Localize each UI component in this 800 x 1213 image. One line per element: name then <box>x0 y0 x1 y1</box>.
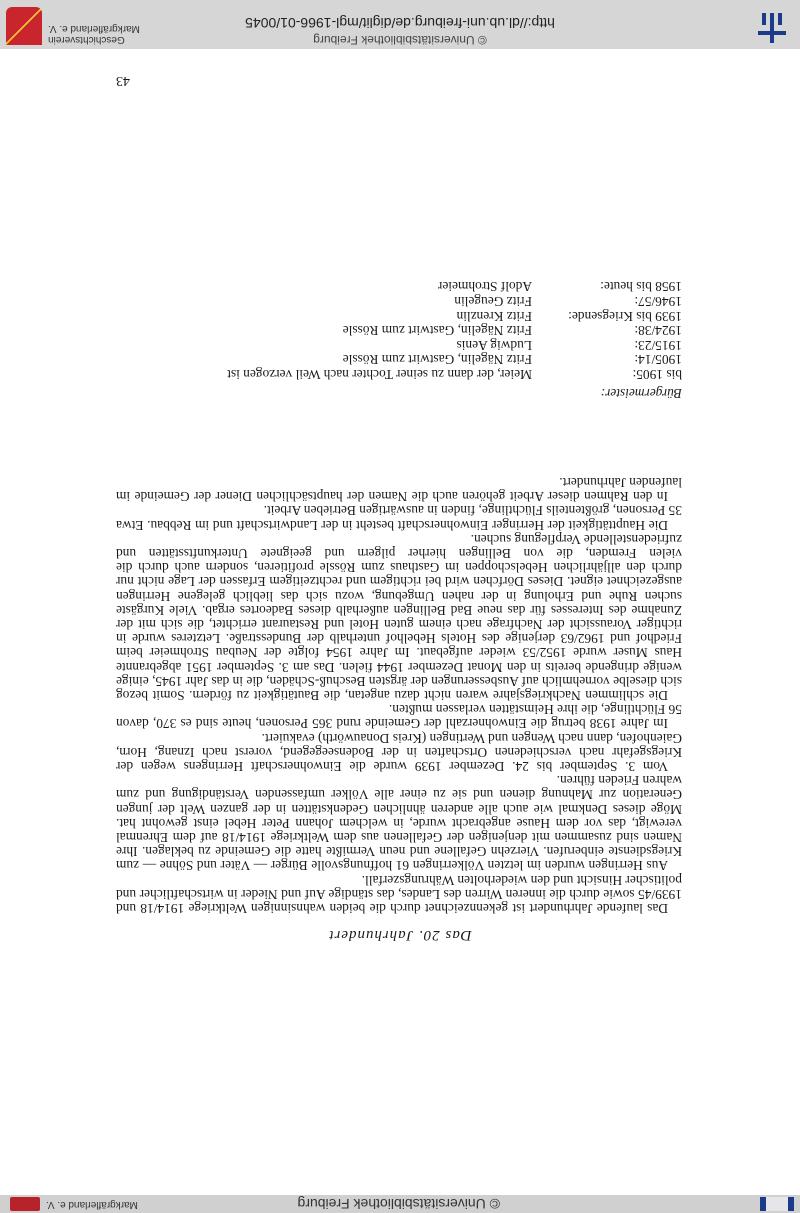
mayor-row <box>116 337 682 352</box>
paragraph: Die schlimmen Nachkriegsjahre waren nicht dazu angetan, die Bautätigkeit zu fördern. Somit bezog sich dieselbe vornehmlich auf Ausbesserungen der ärgsten Beschuß-Schäden, die in das Jahr 1945, einige wenige dringende bereits in den Monat Dezember 1944 fielen. Das am 3. September 1951 abgebrannte Haus Muser wurde 1952/53 wieder aufgebaut. Im Jahre 1954 folgte der Neubau Strohmeier beim Friedhof und 1962/63 derjenige des Hotels Hebelhof unterhalb der Bundesstraße. Letzteres wurde in richtiger Voraussicht der Nachfrage nach einem guten Hotel und Restaurant errichtet, die sich mit der Zunahme des Interesses für das neue Bad Bellingen außerhalb dieses Badeortes ergab. Viele Kurgäste suchen Ruhe und Erholung in der nahen Umgebung, wozu sich das lieblich gelegene Herringen ausgezeichnet eignet. Dieses Dörfchen wird bei richtigem und rechtzeitigem Erfassen der Lage nicht nur durch den alljährlichen Hebelschoppen im Gasthaus zum Rössle profitieren, sondern auch durch die vielen Fremden, die von Bellingen hierher pilgern und geeignete Unterkunftsstätten und zufriedenstellende Verpflegung suchen. <box>116 531 682 703</box>
mayor-years: 1915/23: <box>634 337 682 353</box>
mayor-years: bis 1905: <box>632 367 682 382</box>
header-credit: © Universitätsbibliothek Freiburg <box>297 1196 500 1212</box>
mayor-row <box>116 279 682 294</box>
mayor-years: 1946/57: <box>634 294 682 310</box>
ub-logo-icon <box>760 1197 794 1211</box>
mayor-name: Fritz Nägelin, Gastwirt zum Rössle <box>342 352 532 368</box>
page-header-bar <box>0 1195 800 1213</box>
mayor-name: Fritz Geugelin <box>454 294 532 310</box>
body-text <box>116 475 682 915</box>
crest-icon <box>10 1197 40 1211</box>
paragraph: Die Haupttätigkeit der Herringer Einwohnerschaft besteht in der Landwirtschaft und im Rebbau. Etwa 35 Personen, größtenteils Flüchtlinge, finden in auswärtigen Betrieben Arbeit. <box>116 503 682 533</box>
mayor-row <box>116 293 682 308</box>
page-number: 43 <box>116 73 130 88</box>
mayor-row <box>116 352 682 367</box>
mayors-label: Bürgermeister: <box>600 386 682 401</box>
page-title: Das 20. Jahrhundert <box>328 927 472 943</box>
mayor-name: Fritz Krenzlin <box>456 308 532 324</box>
mayor-years: 1939 bis Kriegsende: <box>568 308 682 324</box>
mayor-name: Adolf Strohmeier <box>437 279 532 295</box>
crest-icon <box>6 7 42 45</box>
mayor-name: Fritz Nägelin, Gastwirt zum Rössle <box>342 323 532 339</box>
paragraph: Aus Herringen wurden im letzten Völkerringen 61 hoffnungsvolle Bürger — Väter und Söhne — zum Kriegsdienste einberufen. Vierzehn Gefallene und neun Vermißte hatte die Gemeinde zu beklagen. Ihre Namen sind zusammen mit denjenigen der Gefallenen aus dem Weltkriege 1914/18 auf dem Ehrenmal verewigt, das vor dem Hause angebracht wurde, in welchem Johann Peter Hebel einst gewohnt hat. Möge dieses Denkmal wie auch alle anderen ähnlichen Gedenkstätten in der ganzen Welt der jungen Generation zur Mahnung dienen und sie zu einer alle Völker umfassenden Verständigung und zum wahren Frieden führen. <box>116 773 682 874</box>
mayor-row <box>116 323 682 338</box>
paragraph: Vom 3. September bis 24. Dezember 1939 wurde die Einwohnerschaft Herringens wegen der Kriegsgefahr nach verschiedenen Ortschaften in der Bodenseegegend, vorerst nach Iznang, Horn, Gaienhofen, dann nach Wengen und Wertingen (Kreis Donauwörth) evakuiert. <box>116 730 682 774</box>
mayor-years: 1924/38: <box>634 323 682 339</box>
source-url-link[interactable]: http://dl.ub.uni-freiburg.de/diglit/mgl-1966-01/0045 <box>245 15 555 31</box>
paragraph: Im Jahre 1938 betrug die Einwohnerzahl der Gemeinde rund 365 Personen, heute sind es 370, davon 56 Flüchtlinge, die ihre Heimstätten verlassen mußten. <box>116 702 682 732</box>
mayor-row <box>116 366 682 381</box>
mayor-years: 1905/14: <box>634 352 682 368</box>
mayors-list <box>116 279 682 381</box>
mayor-years: 1958 bis heute: <box>600 279 682 295</box>
header-association: Markgräflerland e. V. <box>46 1199 138 1210</box>
paragraph: Das laufende Jahrhundert ist gekennzeichnet durch die beiden wahnsinnigen Weltkriege 1914/18 und 1939/45 sowie durch die inneren Wirren des Landes, das ständige Auf und Nieder in wirtschaftlicher und politischer Hinsicht und den wiederholten Währungszerfall. <box>116 872 682 916</box>
paragraph: In den Rahmen dieser Arbeit gehören auch die Namen der hauptsächlichen Diener der Gemeinde im laufenden Jahrhundert. <box>116 474 682 505</box>
mayor-name: Meier, der dann zu seiner Tochter nach Weil verzogen ist <box>227 367 532 382</box>
footer-association: Geschichtsverein Markgräflerland e. V. <box>48 23 140 45</box>
footer-credit: © Universitätsbibliothek Freiburg <box>313 33 487 47</box>
mayor-row <box>116 308 682 323</box>
mayor-name: Ludwig Aenis <box>456 337 532 353</box>
page-footer-bar <box>0 0 800 49</box>
